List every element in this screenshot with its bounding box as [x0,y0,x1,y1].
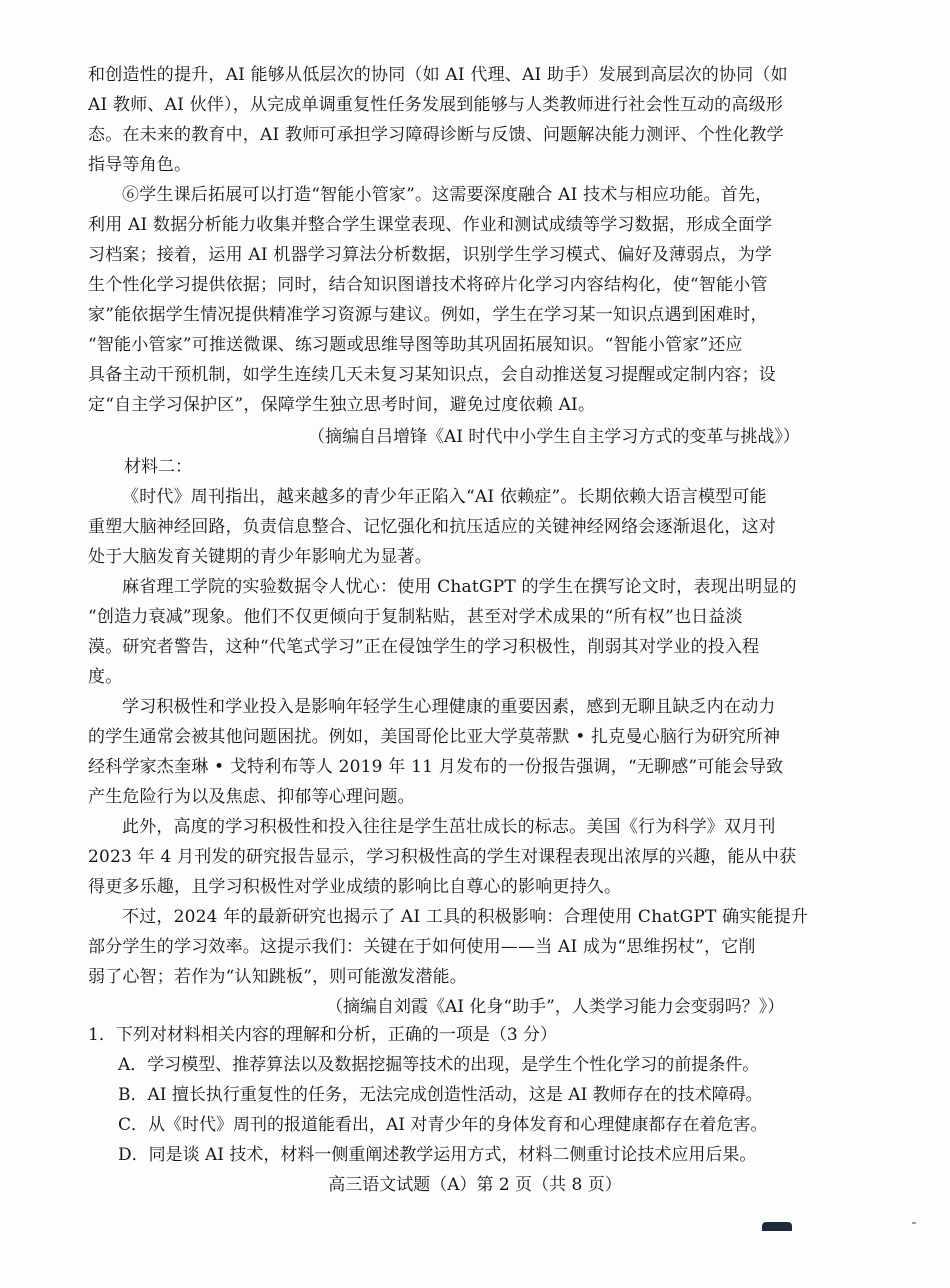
material-heading: 材料二： [124,457,192,477]
text-line: 不过，2024 年的最新研究也揭示了 AI 工具的积极影响：合理使用 ChatGPT 确实能提升 [122,907,809,927]
text-line: 利用 AI 数据分析能力收集并整合学生课堂表现、作业和测试成绩等学习数据，形成全面学 [88,215,773,235]
scan-artifact [912,1222,916,1224]
text-line: 的学生通常会被其他问题困扰。例如，美国哥伦比亚大学莫蒂默 • 扎克曼心脑行为研究所神 [88,727,781,747]
page-footer: 高三语文试题（A）第 2 页（共 8 页） [328,1175,622,1195]
text-line: 《时代》周刊指出，越来越多的青少年正陷入“AI 依赖症”。长期依赖大语言模型可能 [122,487,767,507]
text-line: 弱了心智；若作为“认知跳板”，则可能激发潜能。 [88,967,467,987]
text-line: 学习积极性和学业投入是影响年轻学生心理健康的重要因素，感到无聊且缺乏内在动力 [122,697,776,717]
text-line: 习档案；接着，运用 AI 机器学习算法分析数据，识别学生学习模式、偏好及薄弱点，为学 [88,245,773,265]
text-line: 定“自主学习保护区”，保障学生独立思考时间，避免过度依赖 AI。 [88,395,596,415]
text-line: 产生危险行为以及焦虑、抑郁等心理问题。 [88,787,415,807]
text-line: 经科学家杰奎琳 • 戈特利布等人 2019 年 11 月发布的一份报告强调，“无聊感”可能会导致 [88,757,784,777]
text-line: 重塑大脑神经回路，负责信息整合、记忆强化和抗压适应的关键神经网络会逐渐退化，这对 [88,517,776,537]
text-line: 部分学生的学习效率。这提示我们：关键在于如何使用——当 AI 成为“思维拐杖”，它削 [88,937,756,957]
text-line: 态。在未来的教育中，AI 教师可承担学习障碍诊断与反馈、问题解决能力测评、个性化教学 [88,125,784,145]
text-line: 度。 [88,667,123,687]
scan-artifact [762,1222,792,1231]
text-line: 指导等角色。 [88,155,192,175]
text-line: 处于大脑发育关键期的青少年影响尤为显著。 [88,547,432,567]
text-line: 家”能依据学生情况提供精准学习资源与建议。例如，学生在学习某一知识点遇到困难时， [88,305,768,325]
source-citation: （摘编自刘霞《AI 化身“助手”，人类学习能力会变弱吗？》） [326,997,785,1017]
question-option-c: C．从《时代》周刊的报道能看出，AI 对青少年的身体发育和心理健康都存在着危害。 [118,1115,768,1135]
text-line: AI 教师、AI 伙伴），从完成单调重复性任务发展到能够与人类教师进行社会性互动的高级形 [88,95,784,115]
text-line: 得更多乐趣，且学习积极性对学业成绩的影响比自尊心的影响更持久。 [88,877,622,897]
question-option-b: B．AI 擅长执行重复性的任务，无法完成创造性活动，这是 AI 教师存在的技术障碍。 [118,1085,763,1105]
text-line: 具备主动干预机制，如学生连续几天未复习某知识点，会自动推送复习提醒或定制内容；设 [88,365,776,385]
text-line: 2023 年 4 月刊发的研究报告显示，学习积极性高的学生对课程表现出浓厚的兴趣，能从中获 [88,847,797,867]
text-line: “智能小管家”可推送微课、练习题或思维导图等助其巩固拓展知识。“智能小管家”还应 [88,335,743,355]
text-line: ⑥学生课后拓展可以打造“智能小管家”。这需要深度融合 AI 技术与相应功能。首先， [122,185,773,205]
text-line: 和创造性的提升，AI 能够从低层次的协同（如 AI 代理、AI 助手）发展到高层次的协同（如 [88,65,788,85]
text-line: “创造力衰减”现象。他们不仅更倾向于复制粘贴，甚至对学术成果的“所有权”也日益淡 [88,607,743,627]
text-line: 麻省理工学院的实验数据令人忧心：使用 ChatGPT 的学生在撰写论文时，表现出明显的 [122,577,797,597]
text-line: 生个性化学习提供依据；同时，结合知识图谱技术将碎片化学习内容结构化，使“智能小管 [88,275,768,295]
text-line: 漠。研究者警告，这种“代笔式学习”正在侵蚀学生的学习积极性，削弱其对学业的投入程 [88,637,760,657]
question-option-d: D．同是谈 AI 技术，材料一侧重阐述教学运用方式，材料二侧重讨论技术应用后果。 [118,1145,757,1165]
question-option-a: A．学习模型、推荐算法以及数据挖掘等技术的出现，是学生个性化学习的前提条件。 [118,1055,760,1075]
text-line: 此外，高度的学习积极性和投入往往是学生茁壮成长的标志。美国《行为科学》双月刊 [122,817,776,837]
source-citation: （摘编自吕增锋《AI 时代中小学生自主学习方式的变革与挑战》） [308,427,800,447]
question-stem: 1．下列对材料相关内容的理解和分析，正确的一项是（3 分） [88,1025,558,1045]
